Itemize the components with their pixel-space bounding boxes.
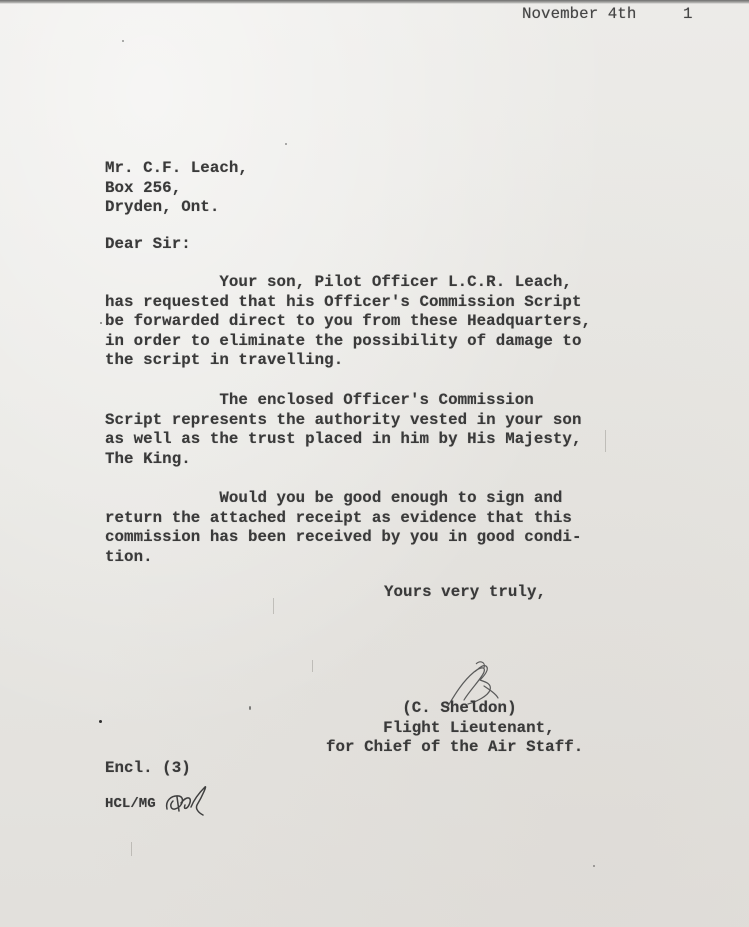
paragraph-line: has requested that his Officer's Commission Script [105, 292, 582, 311]
signatory-rank: Flight Lieutenant, [326, 718, 555, 737]
enclosure-note: Encl. (3) [105, 759, 191, 777]
page-number: 1 [683, 5, 693, 23]
paragraph-line: the script in travelling. [105, 351, 344, 370]
signature-block [326, 699, 583, 758]
paper-speck [122, 40, 124, 42]
paragraph-line: The King. [105, 449, 191, 468]
paragraph-line: commission has been received by you in good condi- [105, 528, 582, 547]
paper-fiber [131, 842, 132, 856]
paper-fiber [273, 598, 274, 614]
paragraph-line: in order to eliminate the possibility of damage to [105, 331, 582, 350]
paper-speck [593, 865, 595, 867]
paragraph-line: as well as the trust placed in him by His Majesty, [105, 430, 582, 449]
paragraph-line: Script represents the authority vested in your son [105, 410, 582, 429]
paragraph-2 [105, 391, 581, 469]
paragraph-line: Your son, Pilot Officer L.C.R. Leach, [105, 273, 572, 291]
paragraph-line: return the attached receipt as evidence that this [105, 508, 572, 527]
salutation: Dear Sir: [105, 235, 191, 253]
paragraph-3 [105, 489, 581, 567]
address-line-city: Dryden, Ont. [105, 198, 220, 217]
signatory-name: (C. Sheldon) [326, 699, 517, 717]
reference-initials: HCL/MG [105, 796, 156, 812]
closing: Yours very truly, [384, 583, 547, 601]
paragraph-line: tion. [105, 547, 153, 566]
paragraph-line: be forwarded direct to you from these Headquarters, [105, 312, 592, 331]
paper-fiber [312, 660, 313, 672]
paper-speck [249, 706, 251, 710]
paper-speck [100, 322, 102, 324]
address-line-name: Mr. C.F. Leach, [105, 159, 248, 177]
paper-fiber [605, 430, 606, 452]
scan-top-edge [0, 0, 749, 4]
paper-speck [285, 143, 287, 145]
paragraph-line: Would you be good enough to sign and [105, 489, 563, 507]
paper-speck [99, 720, 102, 723]
address-line-box: Box 256, [105, 178, 182, 197]
paragraph-line: The enclosed Officer's Commission [105, 391, 534, 409]
handwritten-initials-icon [163, 783, 211, 817]
letter-date: November 4th [522, 5, 637, 23]
signatory-office: for Chief of the Air Staff. [326, 738, 584, 757]
recipient-address [105, 159, 248, 218]
paragraph-1 [105, 273, 591, 371]
